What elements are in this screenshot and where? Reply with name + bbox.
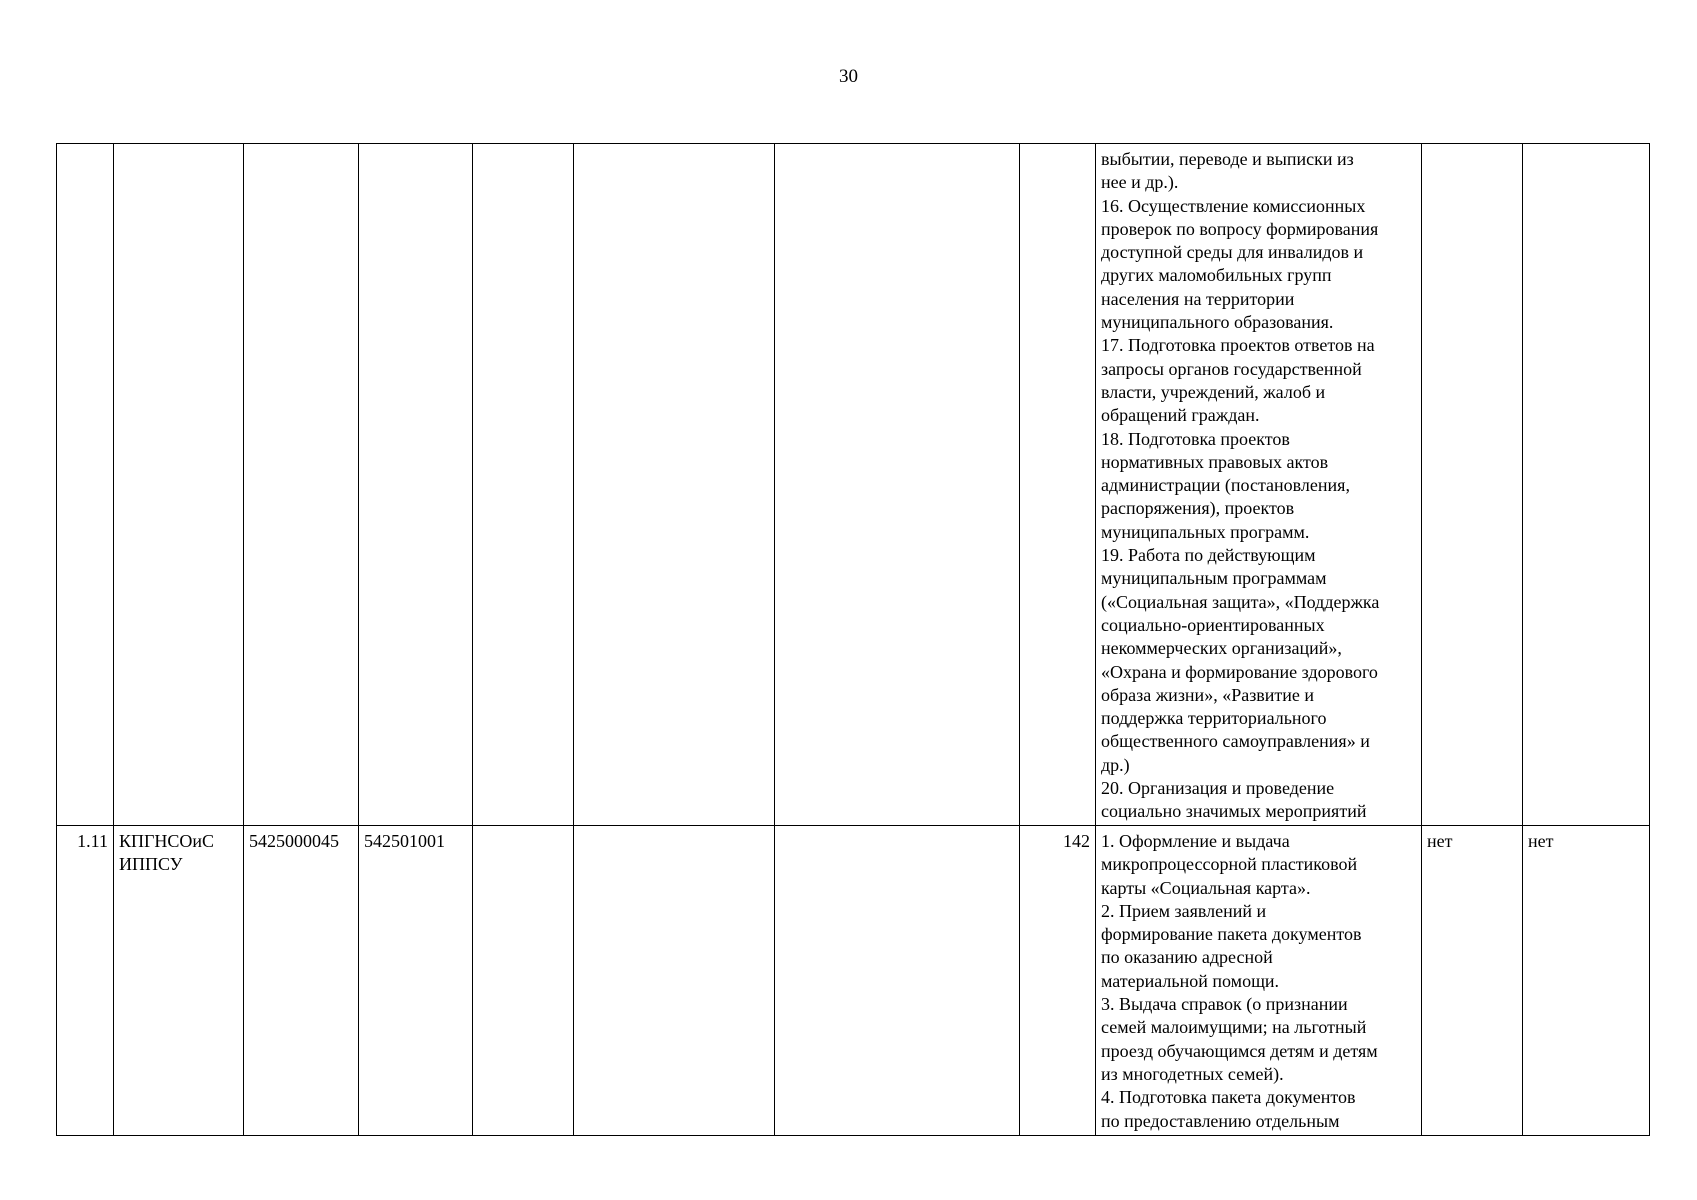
cell-description: 1. Оформление и выдача микропроцессорной пластиковой карты «Социальная карта». 2. Прием заявлений и формирование пакета документов по оказанию адресной материальной помощи. 3. Выдача справок (о признании семей малоимущими; на льготный проезд обучающимся детям и детям из многодетных семей). 4. Подготовка пакета документов по предоставлению отдельным: [1096, 826, 1422, 1136]
cell-col6: [574, 144, 775, 826]
cell-kpp: 542501001: [359, 826, 473, 1136]
cell-inn: 5425000045: [244, 826, 359, 1136]
cell-col7: [775, 144, 1020, 826]
cell-kpp: [359, 144, 473, 826]
cell-col10: нет: [1422, 826, 1523, 1136]
cell-col7: [775, 826, 1020, 1136]
cell-col11: нет: [1523, 826, 1650, 1136]
cell-col11: [1523, 144, 1650, 826]
table-row: [57, 144, 1650, 826]
cell-col6: [574, 826, 775, 1136]
table-row: [57, 826, 1650, 1136]
cell-org: [114, 144, 244, 826]
cell-count: 142: [1020, 826, 1096, 1136]
cell-col5: [473, 144, 574, 826]
cell-col5: [473, 826, 574, 1136]
services-table: [56, 143, 1650, 1136]
cell-col10: [1422, 144, 1523, 826]
cell-org: КПГНСОиС ИППСУ: [114, 826, 244, 1136]
cell-count: [1020, 144, 1096, 826]
cell-description: выбытии, переводе и выписки из нее и др.). 16. Осуществление комиссионных проверок по вопросу формирования доступной среды для инвалидов и других маломобильных групп населения на территории муниципального образования. 17. Подготовка проектов ответов на запросы органов государственной власти, учреждений, жалоб и обращений граждан. 18. Подготовка проектов нормативных правовых актов администрации (постановления, распоряжения), проектов муниципальных программ. 19. Работа по действующим муниципальным программам («Социальная защита», «Поддержка социально-ориентированных некоммерческих организаций», «Охрана и формирование здорового образа жизни», «Развитие и поддержка территориального общественного самоуправления» и др.) 20. Организация и проведение социально значимых мероприятий: [1096, 144, 1422, 826]
page-number: 30: [839, 66, 858, 87]
cell-inn: [244, 144, 359, 826]
cell-id: 1.11: [57, 826, 114, 1136]
cell-id: [57, 144, 114, 826]
